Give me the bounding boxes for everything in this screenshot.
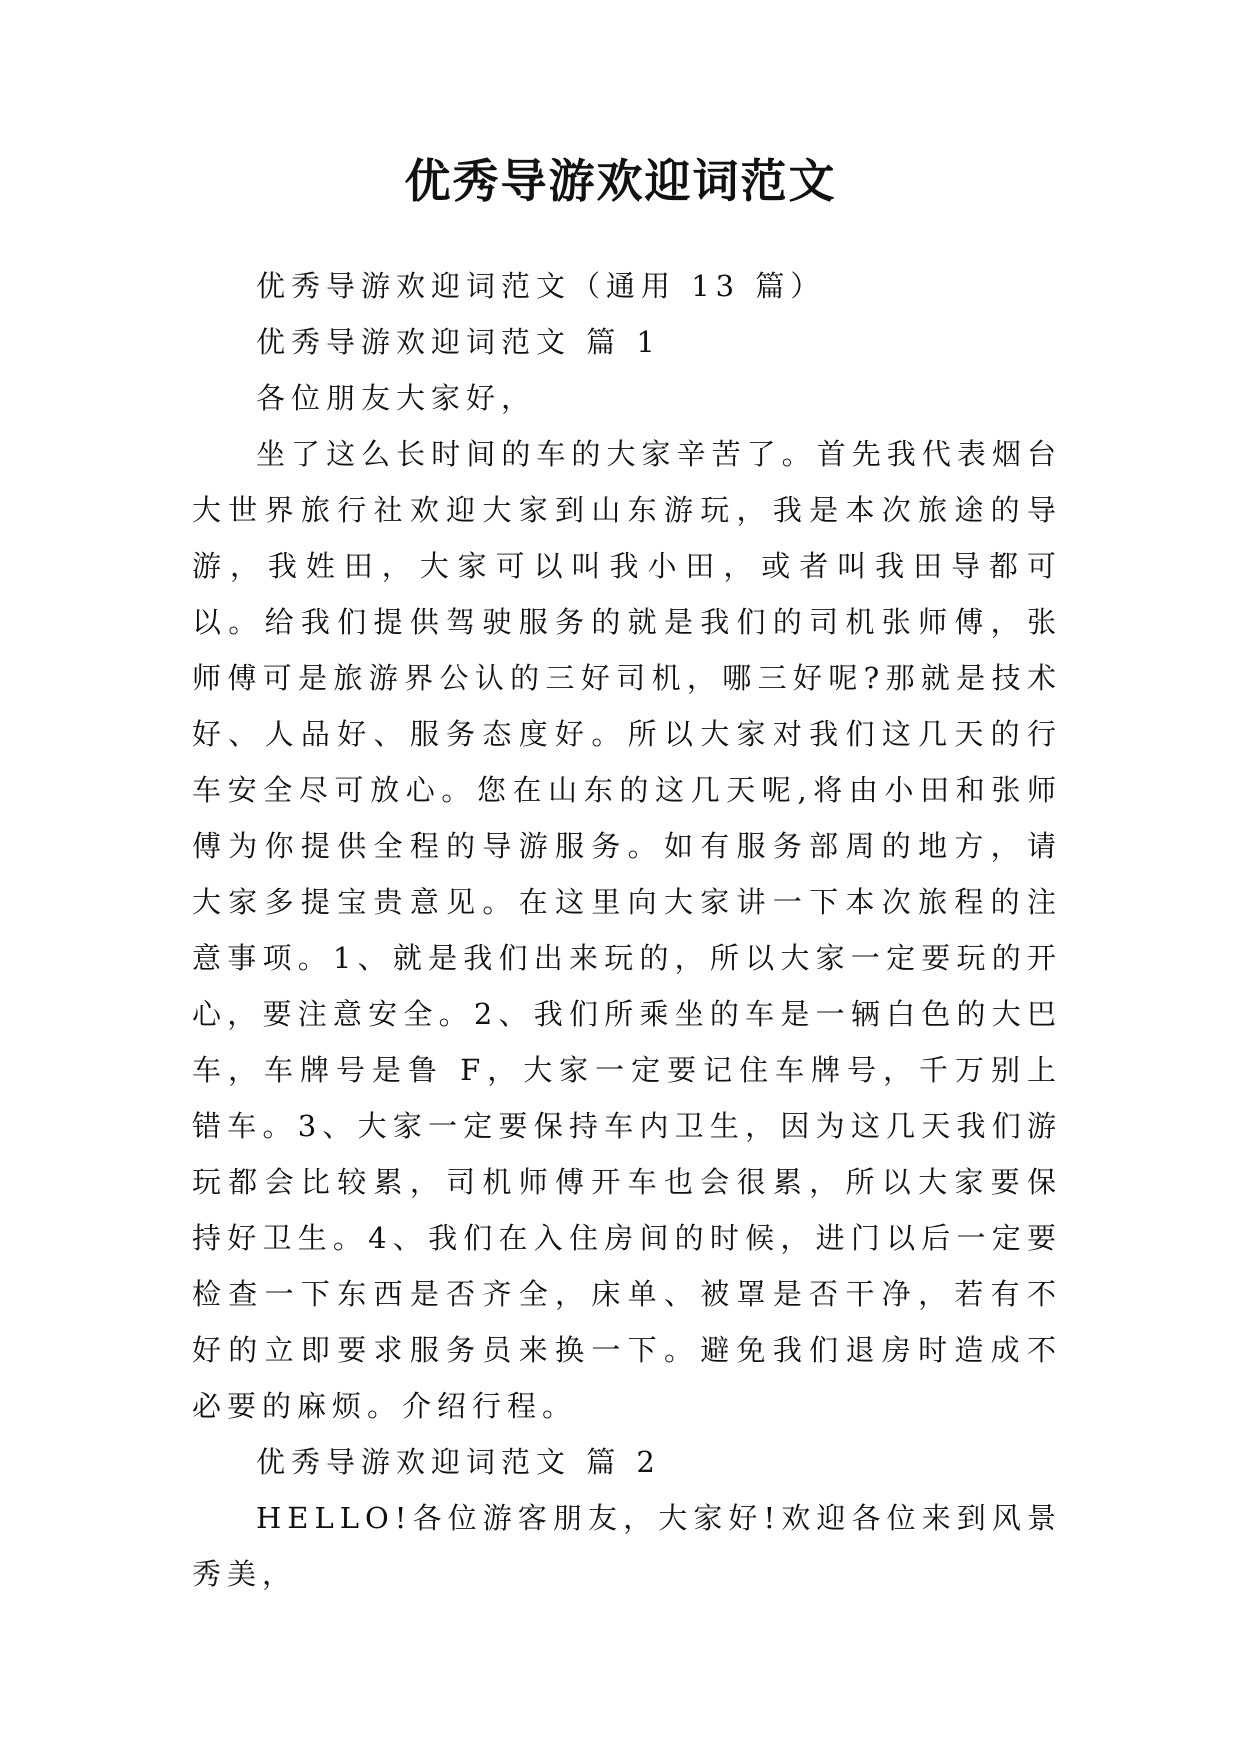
document-title: 优秀导游欢迎词范文	[404, 154, 837, 208]
section-heading-2: 优秀导游欢迎词范文 篇 2	[256, 1445, 661, 1479]
section-heading-1: 优秀导游欢迎词范文 篇 1	[256, 325, 661, 359]
greeting-paragraph: 各位朋友大家好，	[256, 381, 537, 415]
body-paragraph: 坐了这么长时间的车的大家辛苦了。首先我代表烟台大世界旅行社欢迎大家到山东游玩，我是本次旅途的导游，我姓田，大家可以叫我小田，或者叫我田导都可以。给我们提供驾驶服务的就是我们的司机张师傅，张师傅可是旅游界公认的三好司机，哪三好呢?那就是技术好、人品好、服务态度好。所以大家对我们这几天的行车安全尽可放心。您在山东的这几天呢,将由小田和张师傅为你提供全程的导游服务。如有服务部周的地方，请大家多提宝贵意见。在这里向大家讲一下本次旅程的注意事项。1、就是我们出来玩的，所以大家一定要玩的开心，要注意安全。2、我们所乘坐的车是一辆白色的大巴车，车牌号是鲁 F，大家一定要记住车牌号，千万别上错车。3、大家一定要保持车内卫生，因为这几天我们游玩都会比较累，司机师傅开车也会很累，所以大家要保持好卫生。4、我们在入住房间的时候，进门以后一定要检查一下东西是否齐全，床单、被罩是否干净，若有不好的立即要求服务员来换一下。避免我们退房时造成不必要的麻烦。介绍行程。	[192, 437, 1062, 1423]
document-body	[192, 258, 1062, 1602]
subtitle-paragraph: 优秀导游欢迎词范文（通用 13 篇）	[256, 269, 826, 303]
body-paragraph-2: HELLO!各位游客朋友，大家好!欢迎各位来到风景秀美，	[192, 1501, 1062, 1591]
